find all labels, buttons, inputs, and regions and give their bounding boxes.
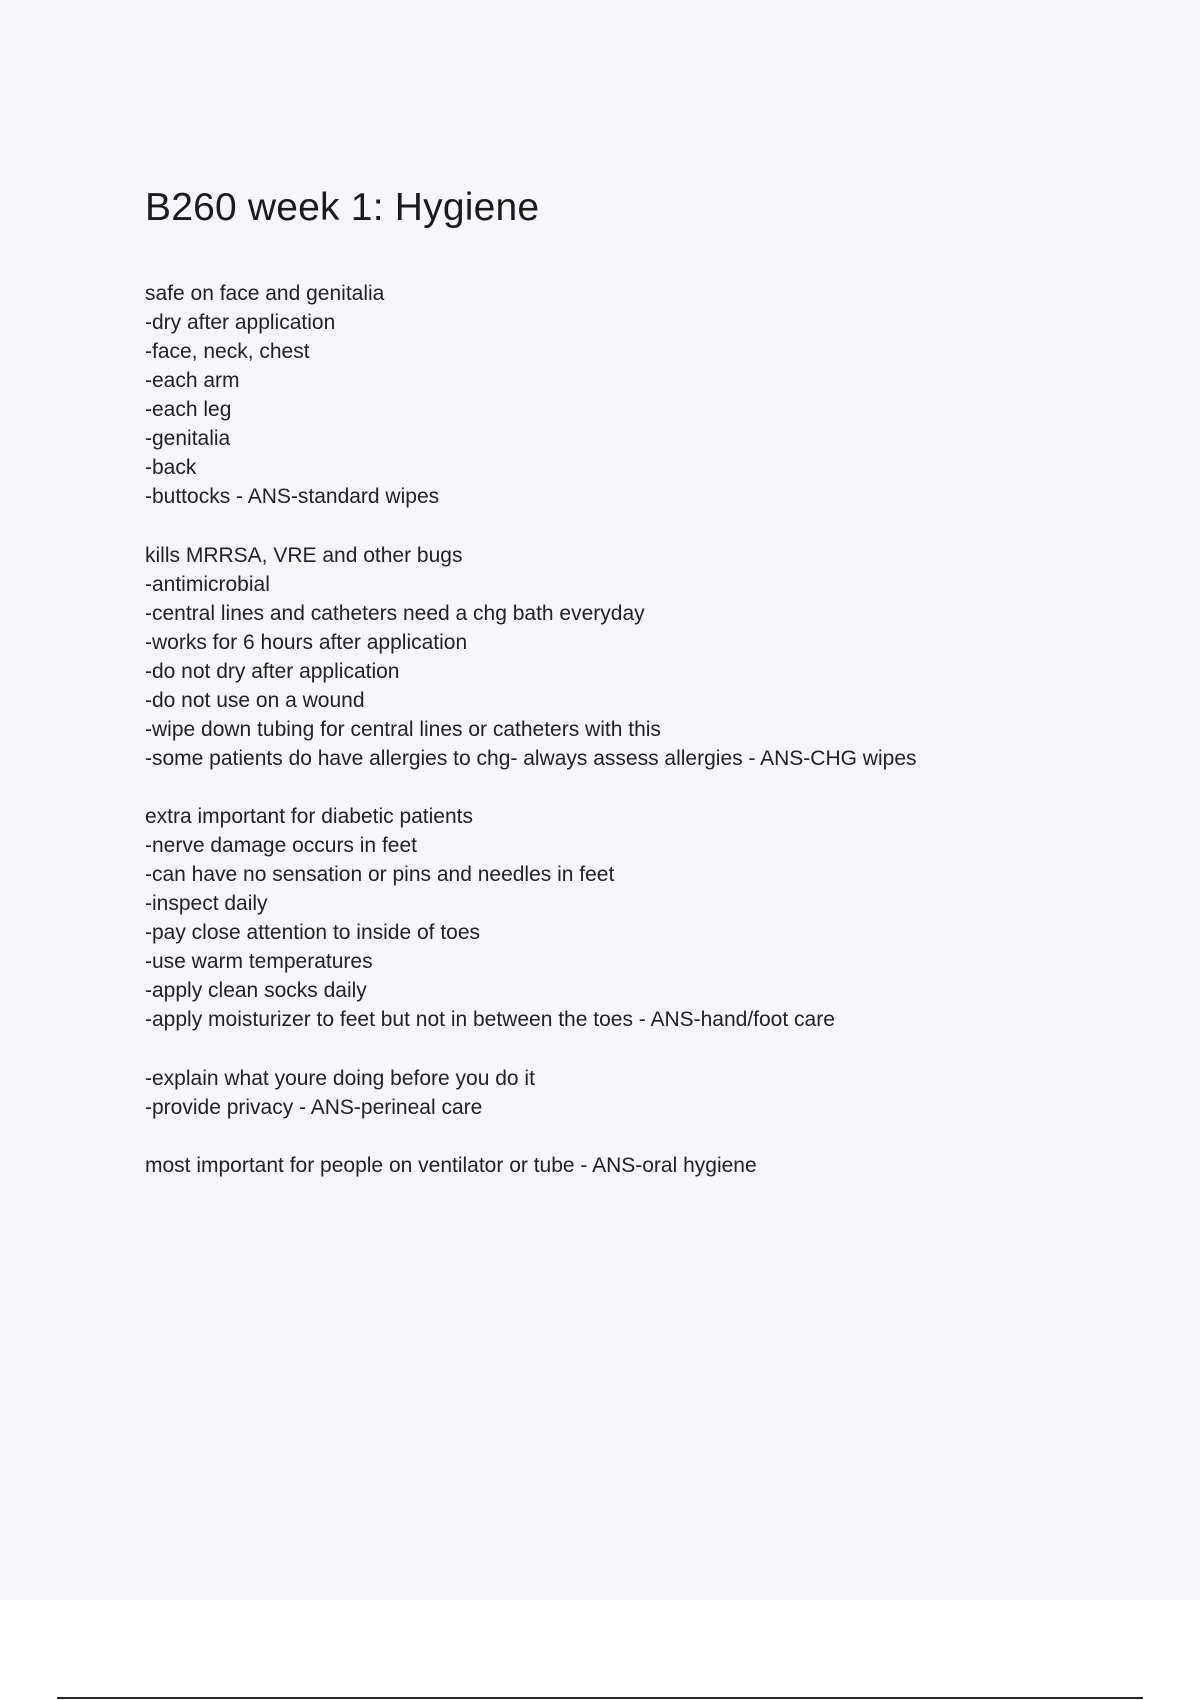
text-line: -face, neck, chest [145, 340, 310, 363]
text-line: extra important for diabetic patients [145, 805, 474, 828]
section-oral-hygiene [145, 1151, 1145, 1180]
text-line: -provide privacy - ANS-perineal care [145, 1095, 483, 1119]
text-line: -back [145, 456, 197, 479]
text-line: -wipe down tubing for central lines or catheters with this [145, 717, 661, 741]
section-hand-foot-care [145, 802, 1145, 1034]
text-line: -explain what youre doing before you do it [145, 1066, 535, 1090]
text-line: -works for 6 hours after application [145, 630, 468, 654]
text-line: -each leg [145, 398, 232, 421]
text-line: -buttocks - ANS-standard wipes [145, 485, 440, 508]
text-line: most important for people on ventilator or tube - ANS-oral hygiene [145, 1154, 757, 1177]
text-line: -genitalia [145, 427, 231, 450]
text-line: -each arm [145, 369, 240, 392]
text-line: -central lines and catheters need a chg bath everyday [145, 601, 645, 625]
text-line: -do not use on a wound [145, 688, 365, 712]
section-standard-wipes [145, 279, 1145, 511]
text-line: -dry after application [145, 311, 336, 334]
text-line: -do not dry after application [145, 659, 400, 683]
text-line: -some patients do have allergies to chg- always assess allergies - ANS-CHG wipes [145, 746, 917, 770]
document-title: B260 week 1: Hygiene [145, 186, 540, 229]
footer-divider [57, 1697, 1143, 1699]
text-line: -pay close attention to inside of toes [145, 921, 481, 944]
text-line: -apply clean socks daily [145, 979, 367, 1002]
text-line: -can have no sensation or pins and needles in feet [145, 863, 615, 886]
section-perineal-care [145, 1064, 1145, 1122]
text-line: -inspect daily [145, 892, 268, 915]
text-line: -use warm temperatures [145, 950, 373, 973]
text-line: -nerve damage occurs in feet [145, 834, 417, 857]
section-chg-wipes [145, 541, 1145, 773]
text-line: -apply moisturizer to feet but not in between the toes - ANS-hand/foot care [145, 1008, 835, 1031]
text-line: safe on face and genitalia [145, 282, 385, 305]
text-line: kills MRRSA, VRE and other bugs [145, 543, 463, 567]
text-line: -antimicrobial [145, 572, 270, 596]
document-body [145, 279, 1145, 1210]
